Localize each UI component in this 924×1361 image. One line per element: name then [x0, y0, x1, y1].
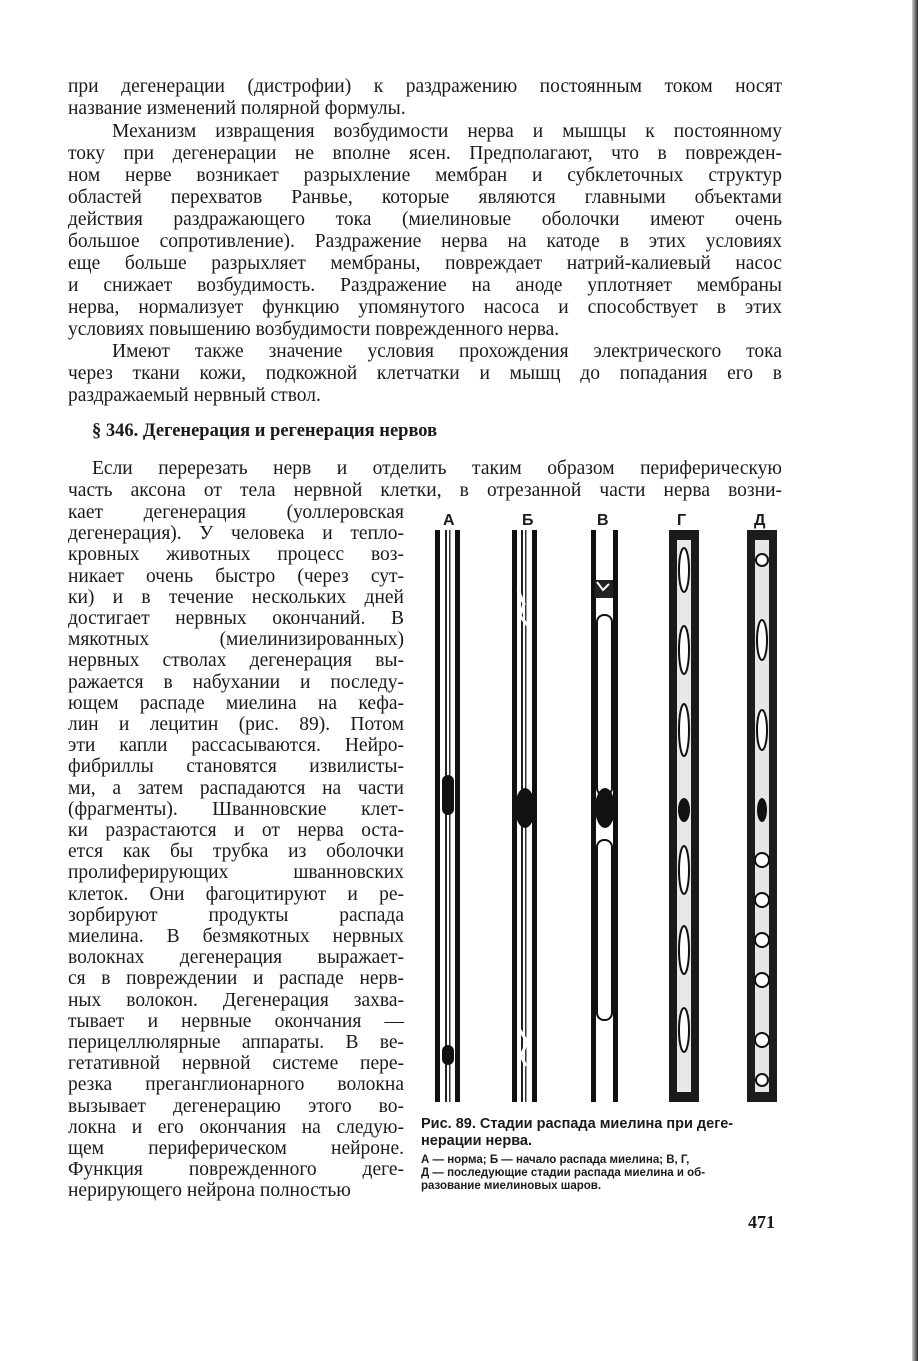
text-line: тывает и нервные окончания — [68, 1010, 404, 1032]
text-line: при дегенерации (дистрофии) к раздражению постоянным током носят [68, 76, 782, 97]
text-line: ми, а затем распадаются на части [68, 777, 404, 799]
text-line: мякотных (миелинизированных) [68, 629, 404, 651]
text-line: нерва, нормализует функцию упомянутого насоса и способствует в этих [68, 297, 782, 318]
figure-label-g: Г [677, 512, 687, 529]
text-line: гетативной нервной системе пере- [68, 1053, 404, 1075]
text-line: Механизм извращения возбудимости нерва и мышцы к постоянному [112, 121, 782, 142]
figure-caption-title: нерации нерва. [421, 1133, 533, 1149]
text-line: резка преганглионарного волокна [68, 1074, 404, 1096]
text-line: дегенерация). У человека и тепло- [68, 523, 404, 545]
text-line: току при дегенерации не вполне ясен. Предполагают, что в поврежден- [68, 143, 782, 164]
text-line: ющем распаде миелина на кефа- [68, 692, 404, 714]
text-line: перицеллюлярные аппараты. В ве- [68, 1032, 404, 1053]
text-line: кает дегенерация (уоллеровская [68, 502, 404, 523]
section-heading: § 346. Дегенерация и регенерация нервов [92, 421, 438, 441]
text-line: действия раздражающего тока (миелиновые оболочки имеют очень [68, 209, 782, 230]
fiber-v [591, 530, 618, 1102]
fiber-b [512, 530, 537, 1102]
text-line: ки разрастаются и от нерва оста- [68, 820, 404, 841]
text-line: ных волокон. Дегенерация захва- [68, 989, 404, 1011]
text-line: никает очень быстро (через сут- [68, 565, 404, 587]
text-line: раздражаемый нервный ствол. [68, 385, 321, 406]
text-line: (фрагменты). Шванновские клет- [68, 798, 404, 820]
text-line: ется как бы трубка из оболочки [68, 841, 404, 863]
figure-caption-legend: разование миелиновых шаров. [421, 1180, 602, 1192]
text-line: эти капли рассасываются. Нейро- [68, 735, 404, 757]
text-line: щем периферическом нейроне. [68, 1138, 404, 1159]
fiber-d [747, 530, 777, 1102]
text-line: кровных животных процесс воз- [68, 544, 404, 566]
figure-label-a: А [443, 512, 455, 529]
text-line: нерирующего нейрона полностью [68, 1180, 351, 1202]
text-line: Имеют также значение условия прохождения электрического тока [112, 341, 782, 362]
figure-label-b: Б [522, 512, 534, 529]
text-line: пролиферирующих шванновских [68, 862, 404, 884]
text-line: Если перерезать нерв и отделить таким образом периферическую [92, 458, 782, 479]
text-line: вызывает дегенерацию этого во- [68, 1095, 404, 1117]
text-line: зорбируют продукты распада [68, 904, 404, 926]
text-line: фибриллы становятся извилисты- [68, 756, 404, 778]
text-line: миелина. В безмякотных нервных [68, 926, 404, 947]
text-line: волокнах дегенерация выражает- [68, 947, 404, 969]
text-line: ражается в набухании и последу- [68, 671, 404, 693]
figure-caption-title: Рис. 89. Стадии распада миелина при деге- [421, 1116, 734, 1132]
text-line: через ткани кожи, подкожной клетчатки и мышц до попадания его в [68, 363, 782, 384]
text-line: клеток. Они фагоцитируют и ре- [68, 883, 404, 905]
figure-caption-legend: Д — последующие стадии распада миелина и об- [421, 1167, 706, 1179]
text-line: нервных стволах дегенерация вы- [68, 650, 404, 672]
fiber-g [669, 530, 699, 1102]
text-line: и снижает возбудимость. Раздражение на аноде уплотняет мембраны [68, 275, 782, 296]
text-line: локна и его окончания на следую- [68, 1116, 404, 1138]
myelin-degeneration-figure [425, 530, 785, 1104]
fiber-a [435, 530, 460, 1102]
text-line: областей перехватов Ранвье, которые являются главными объектами [68, 187, 782, 208]
figure-caption-legend: А — норма; Б — начало распада миелина; В, Г, [421, 1154, 690, 1166]
text-line: название изменений полярной формулы. [68, 98, 406, 119]
figure-label-v: В [597, 512, 609, 529]
text-line: Функция поврежденного деге- [68, 1159, 404, 1181]
text-line: еще больше разрыхляет мембраны, повреждает натрий-калиевый насос [68, 253, 782, 274]
text-line: достигает нервных окончаний. В [68, 608, 404, 629]
text-line: ки) и в течение нескольких дней [68, 586, 404, 608]
scan-edge [912, 0, 918, 1361]
text-line: большое сопротивление). Раздражение нерва на катоде в этих условиях [68, 231, 782, 252]
text-line: часть аксона от тела нервной клетки, в отрезанной части нерва возни- [68, 480, 782, 501]
text-line: лин и лецитин (рис. 89). Потом [68, 714, 404, 735]
text-line: ся в повреждении и распаде нерв- [68, 968, 404, 990]
figure-label-d: Д [754, 512, 766, 529]
page-number: 471 [748, 1212, 775, 1232]
text-line: ном нерве возникает разрыхление мембран и субклеточных структур [68, 165, 782, 186]
text-line: условиях повышению возбудимости поврежденного нерва. [68, 319, 560, 340]
